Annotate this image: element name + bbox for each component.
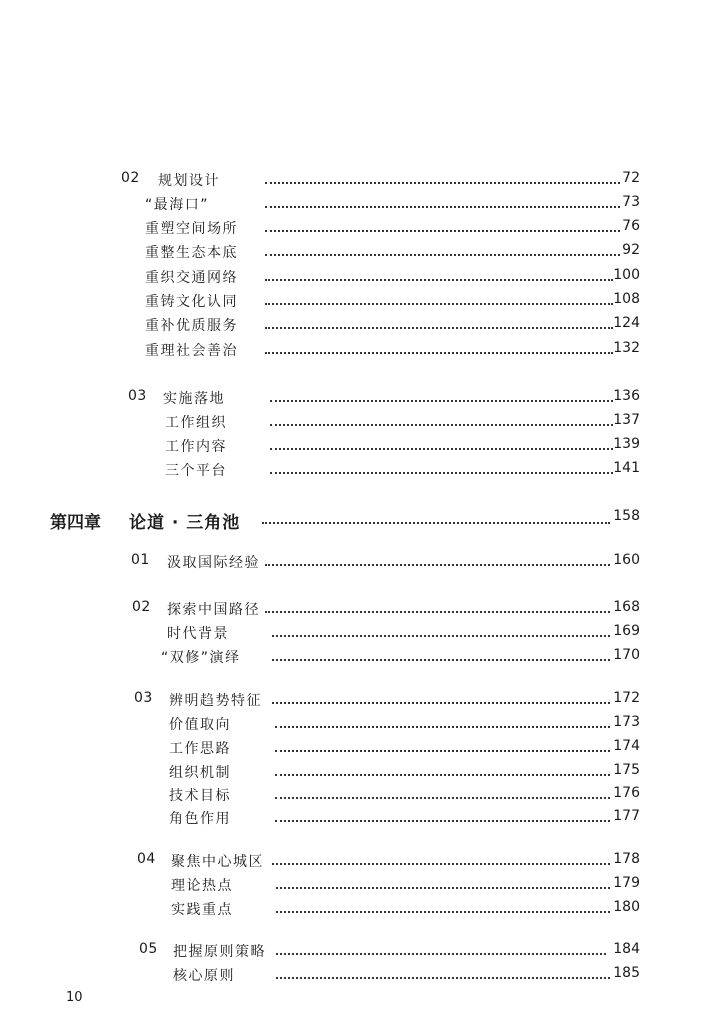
entry-title: 角色作用 (169, 811, 231, 827)
entry-title: 时代背景 (167, 626, 229, 642)
entry-page: 172 (613, 690, 640, 706)
section-number: 03 (134, 690, 153, 706)
entry-page: 73 (622, 194, 640, 210)
dot-leader (275, 726, 610, 728)
entry-page: 176 (613, 785, 640, 801)
entry-page: 158 (613, 508, 640, 524)
entry-page: 185 (613, 965, 640, 981)
entry-page: 178 (613, 851, 640, 867)
dot-leader (265, 352, 613, 354)
toc-entry[interactable] (0, 460, 640, 484)
entry-page: 179 (613, 875, 640, 891)
dot-leader (272, 702, 610, 704)
dot-leader (265, 564, 610, 566)
entry-page: 160 (613, 552, 640, 568)
dot-leader (262, 522, 610, 524)
entry-page: 92 (622, 242, 640, 258)
toc-entry[interactable] (0, 242, 640, 266)
toc-entry[interactable] (0, 388, 640, 412)
entry-page: 173 (613, 714, 640, 730)
toc-entry[interactable] (0, 412, 640, 436)
entry-title: 重整生态本底 (145, 245, 238, 261)
toc-entry[interactable] (0, 623, 640, 647)
chapter-number: 第四章 (50, 513, 101, 533)
toc-entry[interactable] (0, 785, 640, 809)
entry-title: 工作思路 (169, 741, 231, 757)
dot-leader (270, 400, 613, 402)
dot-leader (276, 953, 606, 955)
entry-page: 124 (613, 315, 640, 331)
toc-entry[interactable] (0, 552, 640, 576)
toc-entry[interactable] (0, 941, 640, 965)
entry-title: 实施落地 (163, 391, 225, 407)
entry-title: 把握原则策略 (173, 944, 266, 960)
toc-entry[interactable] (0, 899, 640, 923)
dot-leader (270, 472, 613, 474)
entry-page: 136 (613, 388, 640, 404)
toc-entry[interactable] (0, 647, 640, 671)
toc-entry[interactable] (0, 714, 640, 738)
toc-entry[interactable] (0, 965, 640, 989)
entry-page: 100 (613, 267, 640, 283)
entry-title: 三个平台 (165, 463, 227, 479)
entry-page: 169 (613, 623, 640, 639)
entry-page: 184 (613, 941, 640, 957)
entry-title: 汲取国际经验 (167, 555, 260, 571)
toc-entry[interactable] (0, 170, 640, 194)
dot-leader (276, 911, 610, 913)
entry-page: 177 (613, 808, 640, 824)
entry-title: 辨明趋势特征 (169, 693, 262, 709)
section-number: 02 (121, 170, 140, 186)
section-number: 02 (132, 599, 151, 615)
toc-entry[interactable] (0, 599, 640, 623)
toc-entry[interactable] (0, 851, 640, 875)
entry-title: 重织交通网络 (145, 270, 238, 286)
entry-page: 108 (613, 291, 640, 307)
entry-title: 探索中国路径 (167, 602, 260, 618)
dot-leader (265, 206, 620, 208)
toc-entry[interactable] (0, 875, 640, 899)
toc-entry[interactable] (0, 340, 640, 364)
page-number: 10 (66, 990, 83, 1005)
toc-entry[interactable] (0, 267, 640, 291)
entry-title: “最海口” (145, 197, 210, 213)
entry-title: 实践重点 (171, 902, 233, 918)
dot-leader (275, 820, 610, 822)
section-number: 01 (131, 552, 150, 568)
dot-leader (265, 611, 610, 613)
entry-title: 聚焦中心城区 (171, 854, 264, 870)
toc-entry[interactable] (0, 690, 640, 714)
entry-page: 139 (613, 436, 640, 452)
dot-leader (272, 659, 610, 661)
dot-leader (265, 279, 613, 281)
dot-leader (270, 424, 613, 426)
entry-title: 重铸文化认同 (145, 294, 238, 310)
entry-title: 重补优质服务 (145, 318, 238, 334)
toc-entry[interactable] (0, 808, 640, 832)
entry-page: 168 (613, 599, 640, 615)
entry-page: 175 (613, 762, 640, 778)
entry-title: 核心原则 (173, 968, 235, 984)
dot-leader (275, 774, 610, 776)
dot-leader (275, 750, 610, 752)
entry-title: 组织机制 (169, 765, 231, 781)
entry-page: 170 (613, 647, 640, 663)
dot-leader (275, 797, 610, 799)
dot-leader (265, 254, 620, 256)
entry-title: 价值取向 (169, 717, 231, 733)
toc-entry[interactable] (0, 436, 640, 460)
toc-chapter-entry[interactable] (0, 508, 640, 534)
toc-entry[interactable] (0, 738, 640, 762)
entry-title: 工作内容 (165, 439, 227, 455)
entry-page: 76 (622, 218, 640, 234)
toc-entry[interactable] (0, 315, 640, 339)
section-number: 05 (139, 941, 158, 957)
dot-leader (265, 327, 613, 329)
dot-leader (272, 635, 610, 637)
dot-leader (272, 863, 610, 865)
entry-title: 重理社会善治 (145, 343, 238, 359)
dot-leader (265, 182, 620, 184)
dot-leader (276, 887, 610, 889)
dot-leader (265, 230, 620, 232)
dot-leader (270, 448, 613, 450)
entry-page: 132 (613, 340, 640, 356)
entry-page: 141 (613, 460, 640, 476)
entry-page: 72 (622, 170, 640, 186)
dot-leader (265, 303, 613, 305)
entry-title: 规划设计 (158, 173, 220, 189)
entry-title: 技术目标 (169, 788, 231, 804)
entry-title: 重塑空间场所 (145, 221, 238, 237)
entry-page: 180 (613, 899, 640, 915)
toc-entry[interactable] (0, 762, 640, 786)
entry-page: 137 (613, 412, 640, 428)
entry-title: “双修”演绎 (161, 650, 241, 666)
toc-entry[interactable] (0, 218, 640, 242)
toc-entry[interactable] (0, 291, 640, 315)
toc-entry[interactable] (0, 194, 640, 218)
entry-page: 174 (613, 738, 640, 754)
dot-leader (276, 977, 610, 979)
entry-title: 理论热点 (171, 878, 233, 894)
section-number: 03 (128, 388, 147, 404)
chapter-title: 论道 · 三角池 (129, 513, 241, 533)
entry-title: 工作组织 (165, 415, 227, 431)
section-number: 04 (137, 851, 156, 867)
